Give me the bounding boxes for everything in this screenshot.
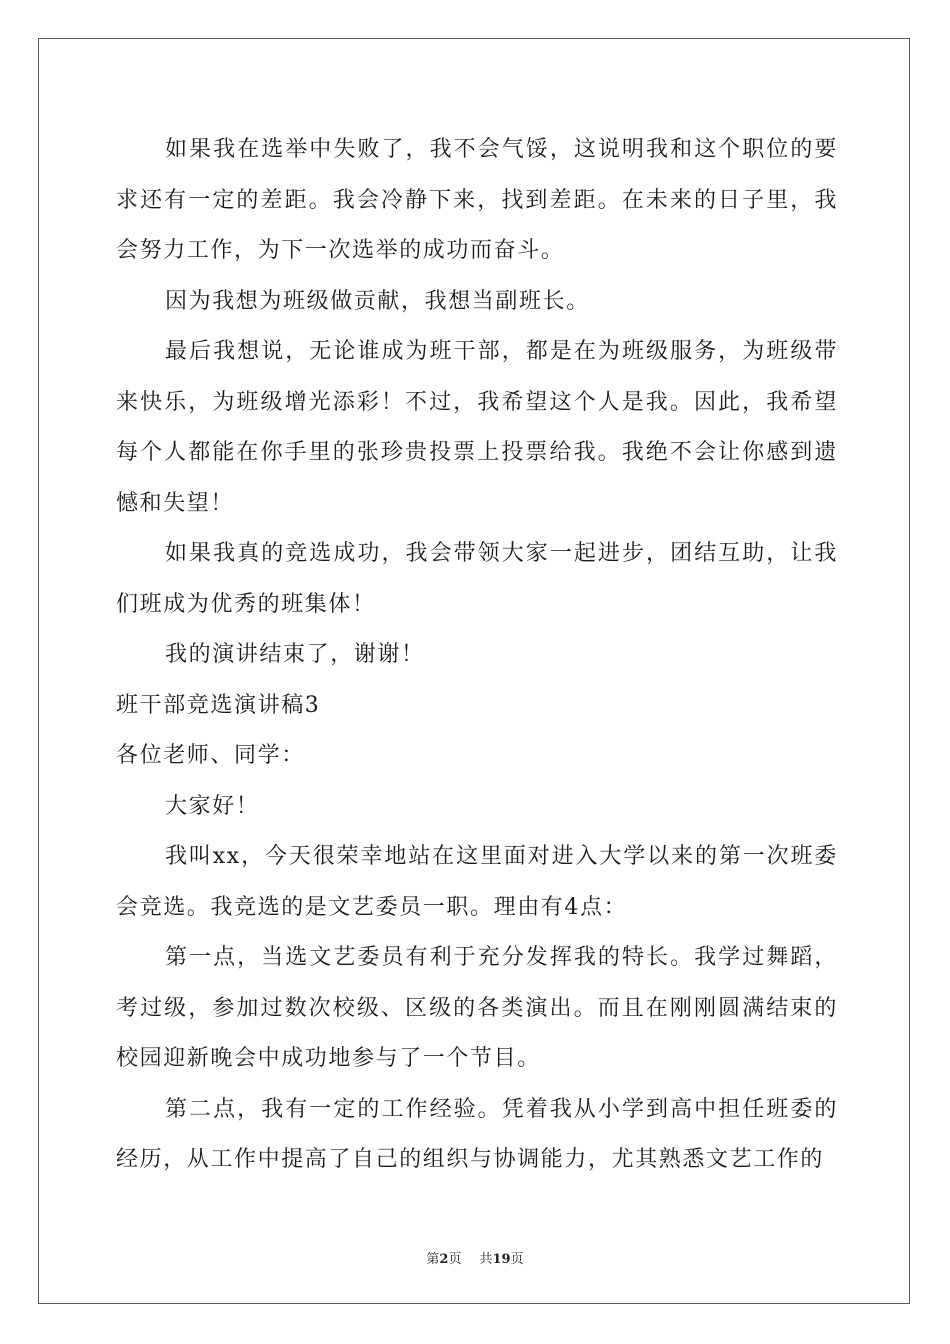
salutation: 各位老师、同学： [116,743,305,768]
total-suffix: 页 [510,1252,524,1267]
paragraph: 因为我想为班级做贡献，我想当副班长。 [165,288,590,314]
paragraph: 如果我真的竞选成功，我会带领大家一起进步，团结互助，让我们班成为优秀的班集体！ [116,541,838,617]
paragraph: 大家好！ [165,793,260,819]
paragraph: 我的演讲结束了，谢谢！ [165,642,425,667]
document-body [116,125,838,1186]
paragraph: 第一点，当选文艺委员有利于充分发挥我的特长。我学过舞蹈，考过级，参加过数次校级、区级的各类演出。而且在刚刚圆满结束的校园迎新晚会中成功地参与了一个节目。 [116,945,838,1071]
page-prefix: 第 [426,1252,440,1267]
paragraph: 最后我想说，无论谁成为班干部，都是在为班级服务，为班级带来快乐，为班级增光添彩！不过，我希望这个人是我。因此，我希望每个人都能在你手里的张珍贵投票上投票给我。我绝不会让你感到遗憾和失望！ [116,339,838,516]
page-number: 2 [439,1252,449,1267]
paragraph: 我叫xx，今天很荣幸地站在这里面对进入大学以来的第一次班委会竞选。我竞选的是文艺委员一职。理由有4点： [116,844,838,920]
total-prefix: 共 [479,1252,493,1267]
section-heading: 班干部竞选演讲稿3 [116,692,321,718]
page-footer [0,1248,950,1267]
page-total: 19 [492,1252,511,1267]
paragraph: 第二点，我有一定的工作经验。凭着我从小学到高中担任班委的经历，从工作中提高了自己的组织与协调能力，尤其熟悉文艺工作的 [116,1096,838,1172]
paragraph: 如果我在选举中失败了，我不会气馁，这说明我和这个职位的要求还有一定的差距。我会冷静下来，找到差距。在未来的日子里，我会努力工作，为下一次选举的成功而奋斗。 [116,137,838,263]
page-suffix: 页 [448,1252,462,1267]
